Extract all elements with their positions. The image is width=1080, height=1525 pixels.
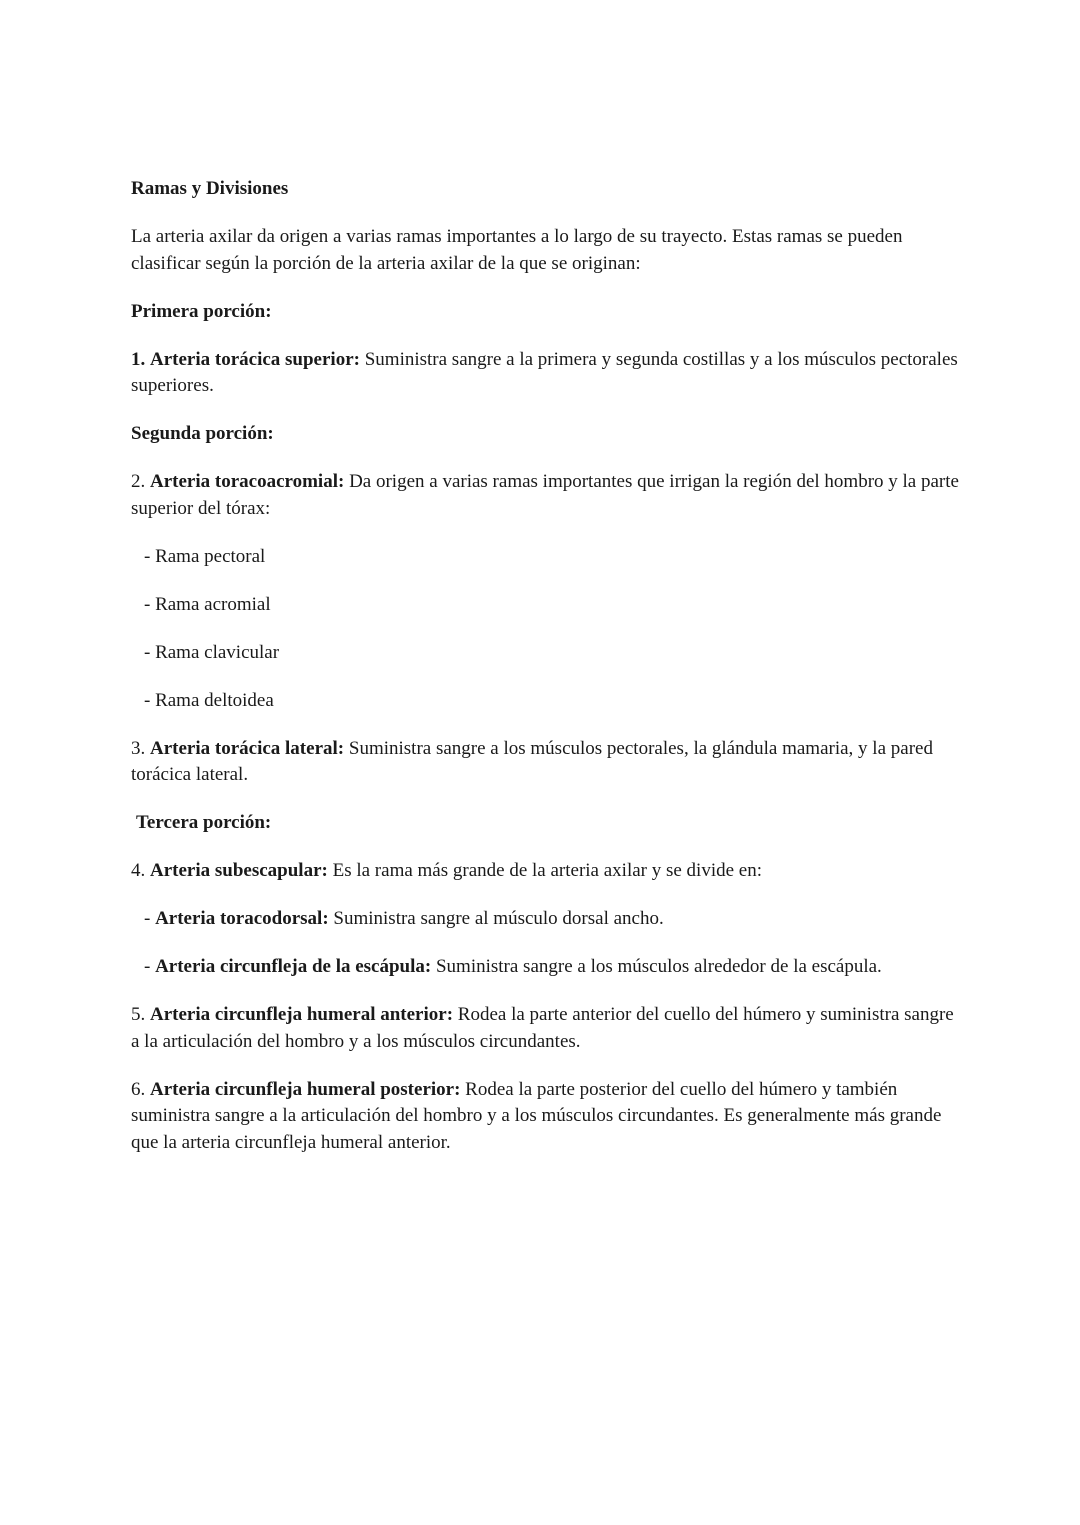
- item-2-number: 2.: [131, 471, 146, 492]
- intro-paragraph: La arteria axilar da origen a varias ramas importantes a lo largo de su trayecto. Estas ramas se pueden clasificar según la porción de la arteria axilar de la que se originan:: [131, 226, 903, 274]
- item-3: [131, 736, 961, 789]
- item-5-name: Arteria circunfleja humeral anterior:: [150, 1004, 454, 1025]
- item-6-number: 6.: [131, 1078, 146, 1100]
- item-4-name: Arteria subescapular:: [150, 860, 328, 881]
- section-primera-porcion: Primera porción:: [131, 300, 272, 322]
- item-5: [131, 1002, 961, 1055]
- branch-arteria-toracodorsal: [131, 906, 961, 933]
- branch-1-description: Suministra sangre al músculo dorsal ancho.: [333, 908, 664, 929]
- item-6-name: Arteria circunfleja humeral posterior:: [150, 1078, 461, 1100]
- branch-1-name: Arteria toracodorsal:: [155, 908, 329, 929]
- item-5-description: Rodea la parte anterior del cuello del húmero y suministra sangre a la articulación del hombro y a los músculos circundantes.: [131, 1004, 954, 1052]
- branch-1-dash: -: [144, 908, 151, 929]
- item-2-name: Arteria toracoacromial:: [150, 471, 345, 492]
- branch-rama-acromial: - Rama acromial: [144, 593, 271, 615]
- item-1: [131, 347, 961, 400]
- item-3-description: Suministra sangre a los músculos pectorales, la glándula mamaria, y la pared torácica lateral.: [131, 737, 933, 785]
- item-5-number: 5.: [131, 1004, 146, 1025]
- item-2-description: Da origen a varias ramas importantes que irrigan la región del hombro y la parte superior del tórax:: [131, 471, 959, 519]
- branch-2-name: Arteria circunfleja de la escápula:: [155, 956, 432, 977]
- branch-2-description: Suministra sangre a los músculos alrededor de la escápula.: [435, 956, 882, 977]
- branch-rama-clavicular: - Rama clavicular: [144, 641, 280, 663]
- item-6-description: Rodea la parte posterior del cuello del húmero y también suministra sangre a la articulación del hombro y a los músculos circundantes. Es generalmente más grande que la arteria circunfleja humeral anterior.: [131, 1078, 942, 1153]
- item-3-number: 3.: [131, 737, 146, 759]
- document-page: [131, 176, 961, 1156]
- heading-ramas-divisiones: Ramas y Divisiones: [131, 178, 289, 199]
- branch-rama-deltoidea: - Rama deltoidea: [144, 689, 274, 711]
- item-2: [131, 469, 961, 522]
- item-4-description: Es la rama más grande de la arteria axilar y se divide en:: [332, 860, 763, 881]
- section-tercera-porcion: Tercera porción:: [136, 812, 272, 833]
- item-1-name: Arteria torácica superior:: [150, 348, 360, 370]
- item-4-number: 4.: [131, 860, 146, 881]
- section-segunda-porcion: Segunda porción:: [131, 423, 274, 444]
- item-1-description: Suministra sangre a la primera y segunda costillas y a los músculos pectorales superiores.: [131, 348, 958, 396]
- item-6: [131, 1077, 961, 1157]
- item-1-number: 1.: [131, 348, 146, 370]
- branch-2-dash: -: [144, 956, 151, 977]
- branch-arteria-circunfleja-escapula: [131, 954, 961, 981]
- item-3-name: Arteria torácica lateral:: [150, 737, 345, 759]
- item-4: [131, 858, 961, 885]
- branch-rama-pectoral: - Rama pectoral: [144, 545, 266, 567]
